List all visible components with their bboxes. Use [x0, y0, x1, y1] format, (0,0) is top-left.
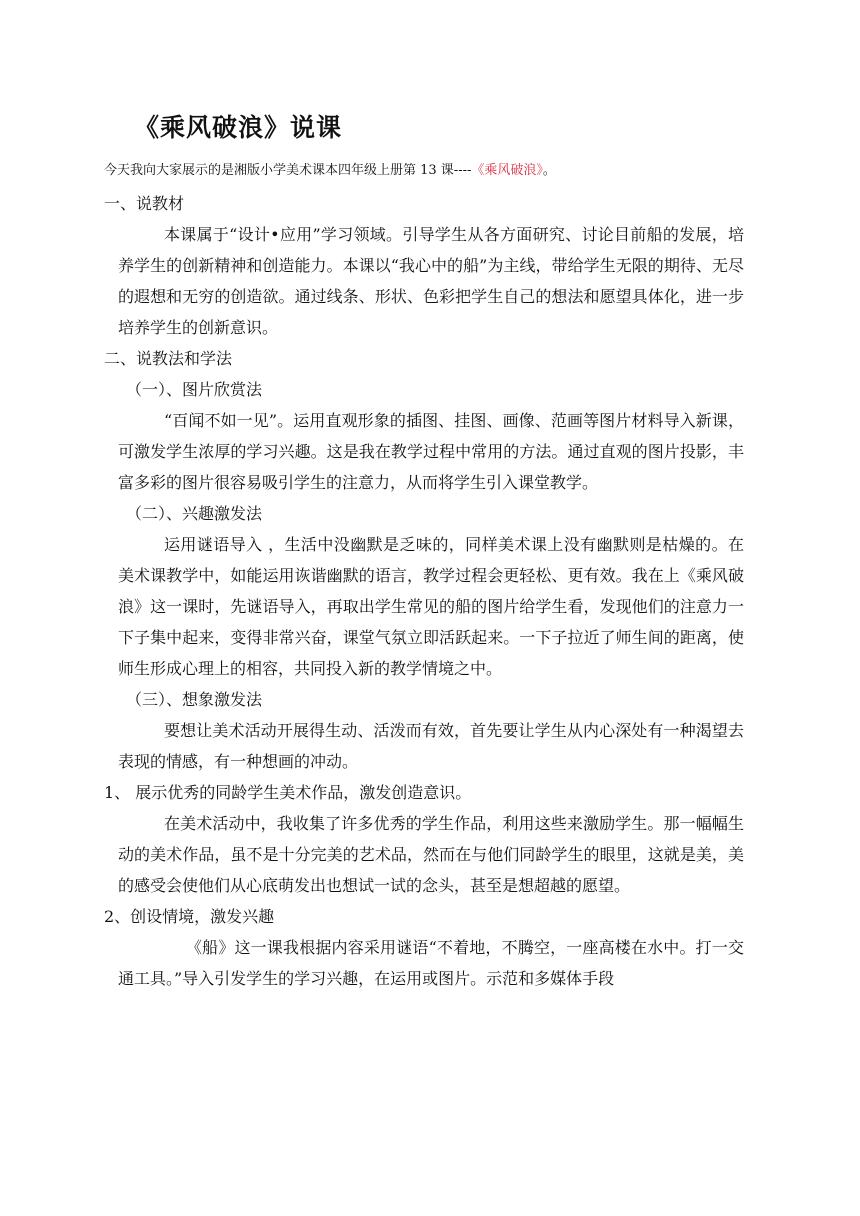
- method-3-paragraph: 要想让美术活动开展得生动、活泼而有效，首先要让学生从内心深处有一种渴望去表现的情感，有一种想画的冲动。: [118, 721, 744, 771]
- method-1-paragraph: “百闻不如一见”。运用直观形象的插图、挂图、画像、范画等图片材料导入新课，可激发学生浓厚的学习兴趣。这是我在教学过程中常用的方法。通过直观的图片投影，丰富多彩的图片很容易吸引学生的注意力，从而将学生引入课堂教学。: [118, 411, 744, 492]
- item-1-paragraph: 在美术活动中，我收集了许多优秀的学生作品，利用这些来激励学生。那一幅幅生动的美术作品，虽不是十分完美的艺术品，然而在与他们同龄学生的眼里，这就是美，美的感受会使他们从心底萌发出也想试一试的念头，甚至是想超越的愿望。: [118, 814, 744, 895]
- method-1-heading: （一）、图片欣赏法: [126, 380, 263, 399]
- section-heading-1: 一、说教材: [104, 194, 185, 213]
- intro-end: 。: [542, 163, 556, 178]
- method-3-heading: （三）、想象激发法: [126, 690, 263, 709]
- document-body: [104, 188, 744, 994]
- intro-text: 今天我向大家展示的是湘版小学美术课本四年级上册第 13 课----: [104, 163, 472, 178]
- method-2-paragraph: 运用谜语导入 ，生活中没幽默是乏味的，同样美术课上没有幽默则是枯燥的。在美术课教学中，如能运用诙谐幽默的语言，教学过程会更轻松、更有效。我在上《乘风破浪》这一课时，先谜语导入，再取出学生常见的船的图片给学生看，发现他们的注意力一下子集中起来，变得非常兴奋，课堂气氛立即活跃起来。一下子拉近了师生间的距离，使师生形成心理上的相容，共同投入新的教学情境之中。: [118, 535, 744, 678]
- intro-line: [104, 160, 824, 182]
- method-2-heading: （二）、兴趣激发法: [126, 504, 263, 523]
- section-heading-2: 二、说教法和学法: [104, 349, 233, 368]
- intro-highlight: 《乘风破浪》: [471, 163, 543, 178]
- item-2-heading: 2、创设情境，激发兴趣: [104, 907, 275, 926]
- item-2-paragraph: 《船》这一课我根据内容采用谜语“不着地，不腾空，一座高楼在水中。打一交通工具。”导入引发学生的学习兴趣，在运用或图片。示范和多媒体手段: [118, 938, 744, 988]
- section-1-paragraph: 本课属于“设计•应用”学习领域。引导学生从各方面研究、讨论目前船的发展，培养学生的创新精神和创造能力。本课以“我心中的船”为主线，带给学生无限的期待、无尽的遐想和无穷的创造欲。通过线条、形状、色彩把学生自己的想法和愿望具体化，进一步培养学生的创新意识。: [118, 225, 744, 337]
- item-1-heading: 1、 展示优秀的同龄学生美术作品，激发创造意识。: [104, 783, 472, 802]
- page-title: 《乘风破浪》说课: [134, 113, 343, 142]
